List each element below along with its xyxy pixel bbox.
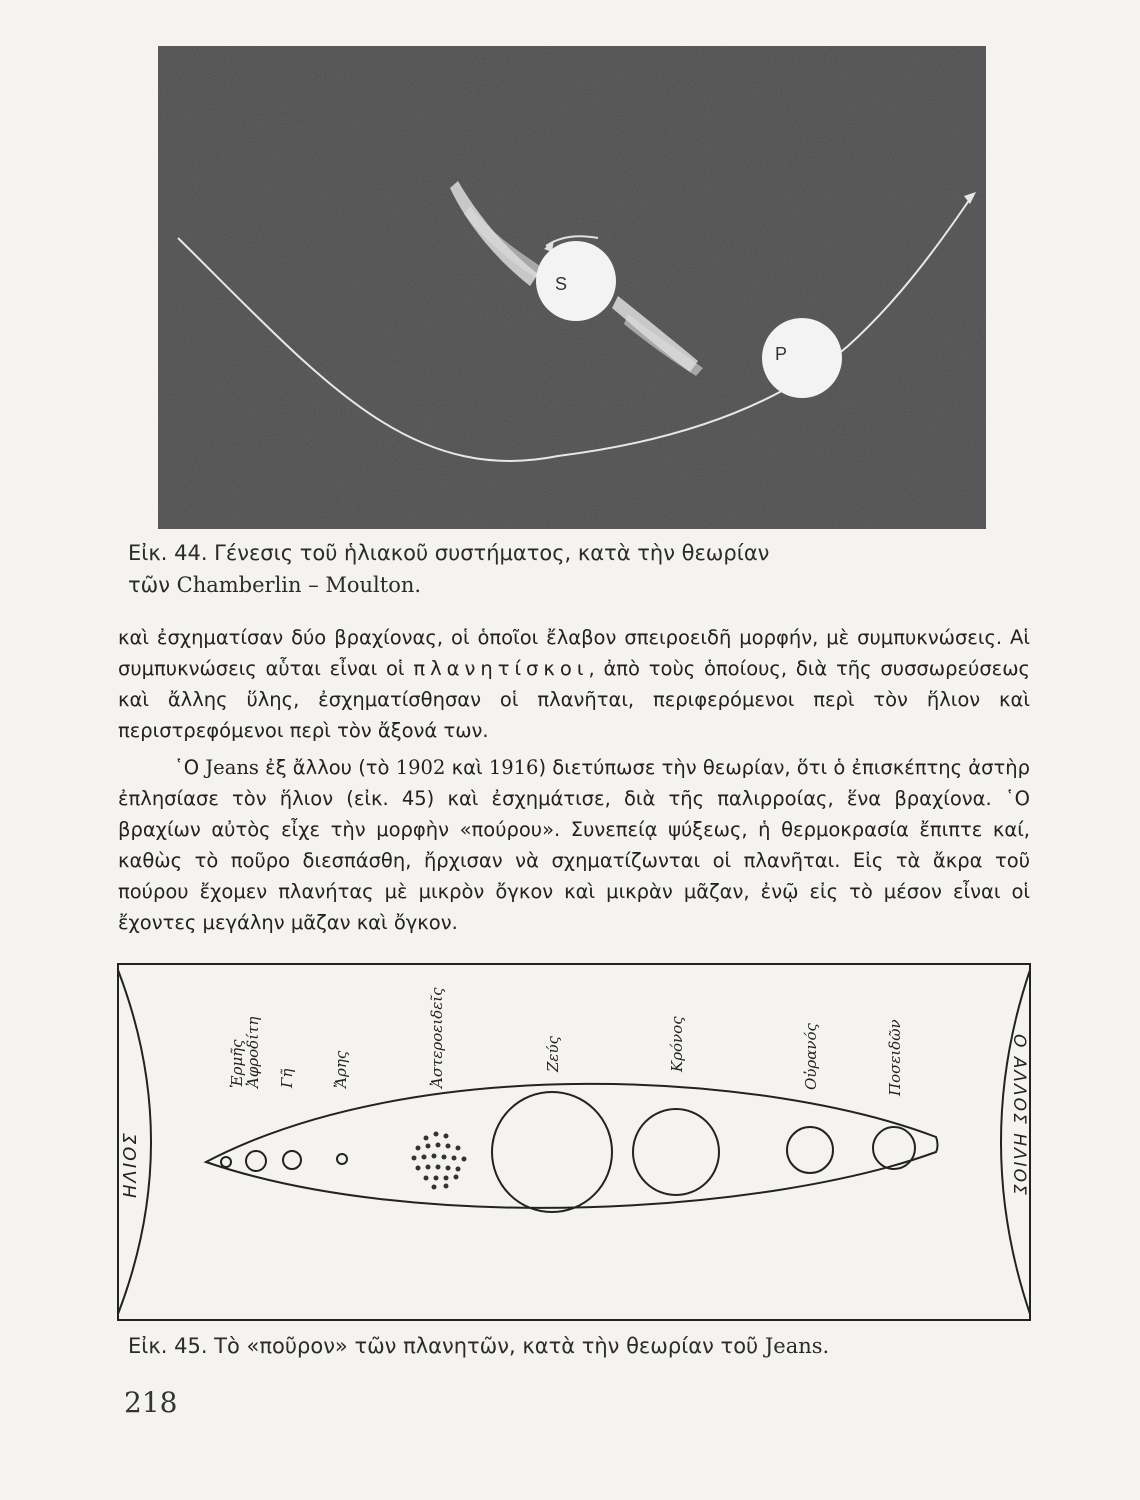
right-sun-label: Ο ΑΛΛΟΣ ΗΛΙΟΣ: [1009, 1034, 1029, 1197]
emphasized-word: πλανητίσκοι: [413, 657, 589, 680]
label-neptune: Ποσειδῶν: [886, 1019, 904, 1096]
label-jupiter: Ζεύς: [544, 1036, 562, 1072]
label-mercury: Ἑρμῆς: [228, 1039, 246, 1088]
figure-44-illustration: [158, 46, 986, 529]
paragraph-2: ῾Ο Jeans ἐξ ἄλλου (τὸ 1902 καὶ 1916) διετύπωσε τὴν θεωρίαν, ὅτι ὁ ἐπισκέπτης ἀστὴρ ἐπλησίασε τὸν ἥλιον (εἰκ. 45) καὶ ἐσχημάτισε, διὰ τῆς παλιρροίας, ἕνα βραχίονα. ῾Ο βραχίων αὐτὸς εἶχε τὴν μορφὴν «πούρου». Συνεπείᾳ ψύξεως, ἡ θερμοκρασία ἔπιπτε καί, καθὼς τὸ ποῦρο διεσπάσθη, ἤρχισαν νὰ σχηματίζωνται οἱ πλανῆται. Εἰς τὰ ἄκρα τοῦ πούρου ἔχομεν πλανήτας μὲ μικρὸν ὄγκον καὶ μικρὰν μᾶζαν, ἐνῷ εἰς τὸ μέσον εἶναι οἱ ἔχοντες μεγάλην μᾶζαν καὶ ὄγκον.: [118, 756, 1030, 934]
planet-jupiter: [492, 1092, 612, 1212]
sun-s-disk: [536, 241, 616, 321]
figure-45-caption: Εἰκ. 45. Τὸ «ποῦρον» τῶν πλανητῶν, κατὰ τὴν θεωρίαν τοῦ Jeans.: [128, 1334, 830, 1358]
planet-mars: [337, 1154, 347, 1164]
asteroid-cluster: [412, 1132, 467, 1190]
left-sun-label: ΗΛΙΟΣ: [120, 1131, 141, 1198]
label-asteroids: Ἀστεροειδεῖς: [428, 987, 446, 1088]
figure-44-caption-line2: τῶν Chamberlin – Moulton.: [128, 573, 422, 597]
figure-44-caption-line1: Εἰκ. 44. Γένεσις τοῦ ἡλιακοῦ συστήματος, κατὰ τὴν θεωρίαν: [128, 541, 770, 565]
planet-neptune: [873, 1127, 915, 1169]
figure-45-diagram: [116, 962, 1032, 1322]
planet-saturn: [633, 1109, 719, 1195]
label-mars: Ἄρης: [332, 1050, 350, 1088]
planet-earth: [283, 1151, 301, 1169]
label-uranus: Οὐρανός: [802, 1023, 820, 1090]
star-p-disk: [762, 318, 842, 398]
paragraph-1: καὶ ἐσχηματίσαν δύο βραχίονας, οἱ ὁποῖοι ἔλαβον σπειροειδῆ μορφήν, μὲ συμπυκνώσεις. Αἱ συμπυκνώσεις αὗται εἶναι οἱ πλανητίσκοι, ἀπὸ τοὺς ὁποίους, διὰ τῆς συσσωρεύσεως καὶ ἄλλης ὕλης, ἐσχηματίσθησαν οἱ πλανῆται, περιφερόμενοι περὶ τὸν ἥλιον καὶ περιστρεφόμενοι περὶ τὸν ἄξονά των.: [118, 626, 1030, 742]
planet-uranus: [787, 1127, 833, 1173]
cigar-outline: [206, 1084, 938, 1208]
figure-44-caption: [128, 537, 769, 601]
label-saturn: Κρόνος: [668, 1016, 686, 1072]
star-p-label: P: [775, 344, 788, 364]
page-number: 218: [124, 1386, 178, 1419]
label-venus: Ἀφροδίτη: [244, 1016, 262, 1088]
sun-s-label: S: [555, 274, 568, 294]
planet-venus: [246, 1151, 266, 1171]
label-earth: Γῆ: [278, 1068, 296, 1088]
planet-mercury: [221, 1157, 231, 1167]
